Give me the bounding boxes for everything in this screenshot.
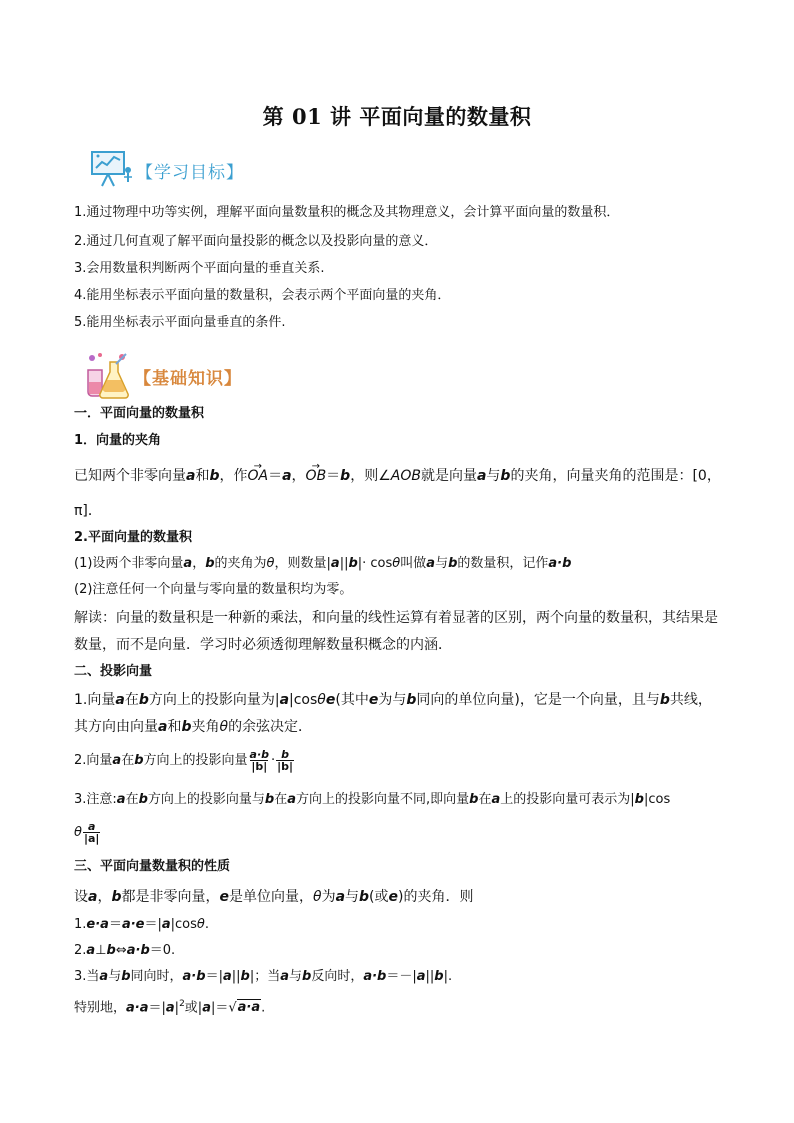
goal-item: 2.通过几何直观了解平面向量投影的概念以及投影向量的意义．: [74, 234, 438, 249]
angle-definition: 已知两个非零向量a和b，作→ OA＝a，→ OB＝b，则∠AOB就是向量a与b的夹角，向量夹角的范围是：[0，: [74, 466, 721, 486]
interpretation: 解读：向量的数量积是一种新的乘法，和向量的线性运算有着显著的区别，两个向量的数量积，其结果是: [74, 610, 718, 626]
projection-note: 3.注意:a在b方向上的投影向量与b在a方向上的投影向量不同,即向量b在a上的投影向量可表示为|b|cos: [74, 792, 671, 807]
basics-banner: [82, 352, 242, 400]
subsection-heading: 1．向量的夹角: [74, 433, 162, 448]
flask-icon: [82, 352, 132, 400]
presentation-icon: [88, 150, 134, 190]
projection-definition-cont: 其方向由向量a和b夹角θ的余弦决定．: [74, 719, 313, 735]
property-1: 1.e·a＝a·e＝|a|cosθ.: [74, 917, 210, 932]
goal-item: 4.能用坐标表示平面向量的数量积，会表示两个平面向量的夹角．: [74, 288, 451, 303]
property-3: 3.当a与b同向时，a·b＝|a||b|；当a与b反向时，a·b＝－|a||b|.: [74, 969, 453, 984]
goal-item: 5.能用坐标表示平面向量垂直的条件.: [74, 315, 286, 330]
properties-intro: 设a，b都是非零向量，e是单位向量，θ为a与b(或e)的夹角．则: [74, 889, 474, 905]
dot-product-definition: (1)设两个非零向量a，b的夹角为θ，则数量|a||b|· cosθ叫做a与b的数量积，记作a·b: [74, 556, 572, 571]
subsection-heading: 2.平面向量的数量积: [74, 530, 192, 545]
property-2: 2.a⊥b⇔a·b＝0.: [74, 943, 176, 958]
goal-item: 1.通过物理中功等实例，理解平面向量数量积的概念及其物理意义，会计算平面向量的数量积．: [74, 205, 620, 220]
section-heading: 三、平面向量数量积的性质: [74, 859, 231, 874]
fraction-a-over-a: $\frac{a}{|a|}$: [83, 820, 100, 845]
goal-item: 3.会用数量积判断两个平面向量的垂直关系.: [74, 261, 325, 276]
property-4: 特别地，$a\cdot a=|a|^2$或|a|＝√a·a.: [74, 999, 266, 1016]
fraction-b-over-b: $\frac{b}{|b|}$: [277, 748, 294, 773]
goals-banner-label: 【学习目标】: [136, 162, 244, 183]
projection-note-cont: θ $\frac{a}{|a|}$: [74, 820, 100, 845]
page-title: 第 01 讲 平面向量的数量积: [262, 104, 532, 129]
projection-definition: 1.向量a在b方向上的投影向量为|a|cosθe(其中e为与b同向的单位向量)，它是一个向量，且与b共线，: [74, 692, 712, 708]
fraction-ab-over-b: $\frac{a\cdot b}{|b|}$: [249, 748, 270, 773]
zero-vector-note: (2)注意任何一个向量与零向量的数量积均为零。: [74, 582, 353, 597]
interpretation-cont: 数量，而不是向量．学习时必须透彻理解数量积概念的内涵．: [74, 637, 452, 653]
goals-banner: [88, 150, 244, 190]
section-heading: 一．平面向量的数量积: [74, 406, 205, 421]
section-heading: 二、投影向量: [74, 664, 153, 679]
angle-definition-cont: π]．: [74, 503, 102, 519]
projection-formula: 2.向量a在b方向上的投影向量 $\frac{a\cdot b}{|b|}$ · $\frac{b}{|b|}$: [74, 748, 294, 773]
basics-banner-label: 【基础知识】: [134, 368, 242, 389]
